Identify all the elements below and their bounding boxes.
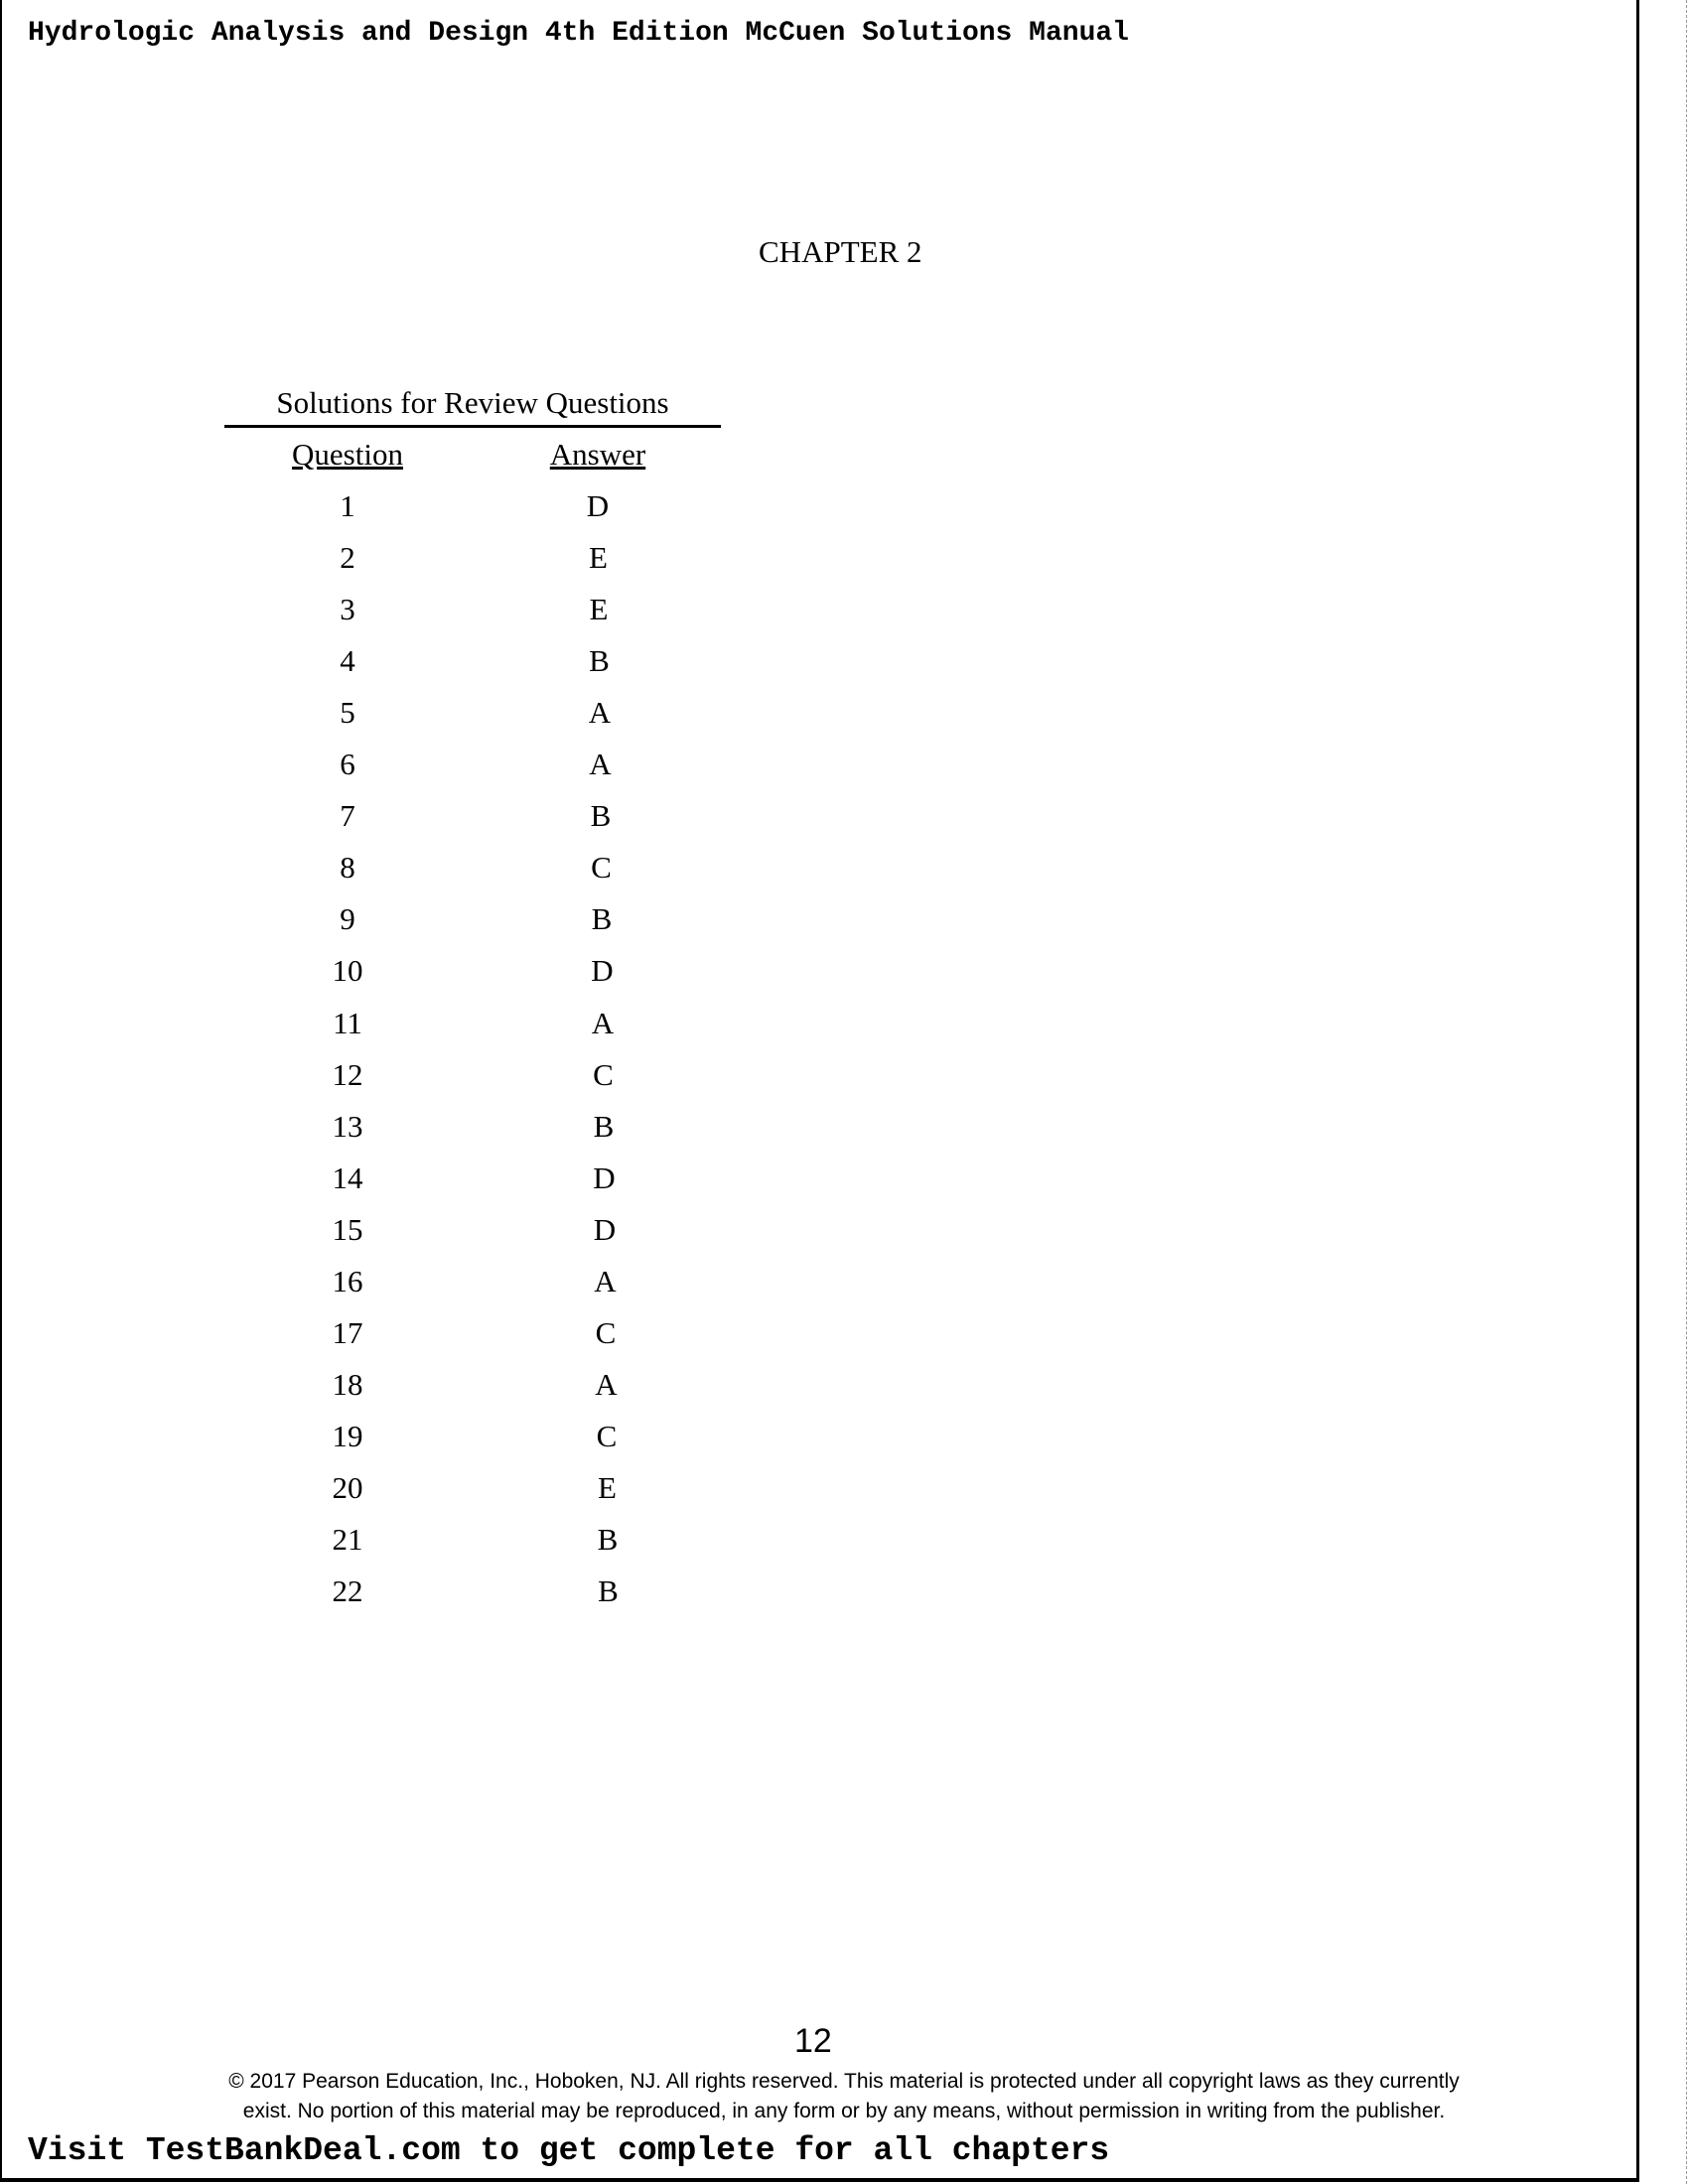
- question-number: 4: [340, 643, 355, 679]
- document-header: Hydrologic Analysis and Design 4th Edition McCuen Solutions Manual: [28, 18, 1129, 49]
- question-number: 20: [332, 1469, 363, 1505]
- question-number: 19: [332, 1418, 363, 1453]
- page-number: 12: [794, 2022, 832, 2060]
- question-number: 13: [332, 1108, 363, 1144]
- answer-letter: A: [589, 747, 612, 782]
- answer-letter: B: [589, 643, 610, 679]
- answer-letter: D: [586, 488, 610, 523]
- answer-letter: D: [593, 1160, 616, 1195]
- question-number: 21: [332, 1522, 363, 1557]
- answer-letter: B: [593, 1108, 615, 1144]
- answer-letter: B: [598, 1573, 619, 1609]
- answer-letter: C: [593, 1056, 614, 1092]
- answer-letter: B: [590, 798, 612, 834]
- question-number: 15: [332, 1211, 363, 1247]
- watermark-link[interactable]: Visit TestBankDeal.com to get complete for all chapters: [28, 2132, 1110, 2169]
- question-number: 3: [340, 592, 355, 627]
- copyright-line-1: © 2017 Pearson Education, Inc., Hoboken, NJ. All rights reserved. This material is protected under all copyright laws as they currently: [228, 2070, 1460, 2093]
- answer-letter: A: [591, 1005, 615, 1040]
- answer-letter: D: [591, 953, 614, 989]
- question-number: 22: [332, 1573, 363, 1609]
- answer-letter: E: [598, 1469, 617, 1505]
- table-title: Solutions for Review Questions: [224, 385, 721, 428]
- answer-letter: A: [588, 695, 612, 731]
- column-header-answer: Answer: [549, 437, 646, 472]
- question-number: 1: [340, 488, 355, 523]
- chapter-heading: CHAPTER 2: [759, 234, 922, 269]
- column-header-question: Question: [292, 437, 403, 472]
- answer-letter: C: [591, 850, 612, 886]
- question-number: 9: [340, 901, 355, 937]
- question-number: 7: [340, 798, 355, 834]
- question-number: 8: [340, 850, 355, 886]
- question-number: 2: [340, 540, 355, 576]
- answer-letter: D: [593, 1211, 617, 1247]
- question-number: 11: [333, 1005, 362, 1040]
- answer-letter: B: [591, 901, 613, 937]
- answer-letter: A: [594, 1263, 617, 1298]
- answer-letter: C: [596, 1418, 618, 1453]
- question-number: 12: [332, 1056, 363, 1092]
- question-number: 6: [340, 747, 355, 782]
- copyright-line-2: exist. No portion of this material may be reproduced, in any form or by any means, without permission in writing from the publisher.: [242, 2100, 1446, 2122]
- answer-letter: B: [597, 1522, 619, 1557]
- question-number: 17: [332, 1314, 363, 1350]
- question-number: 16: [332, 1263, 363, 1298]
- answer-letter: E: [589, 540, 608, 576]
- question-number: 18: [332, 1366, 363, 1402]
- question-number: 5: [340, 695, 355, 731]
- answer-letter: C: [595, 1314, 617, 1350]
- answer-letter: A: [595, 1366, 618, 1402]
- question-number: 10: [332, 953, 363, 989]
- question-number: 14: [332, 1160, 363, 1195]
- answer-letter: E: [589, 592, 609, 627]
